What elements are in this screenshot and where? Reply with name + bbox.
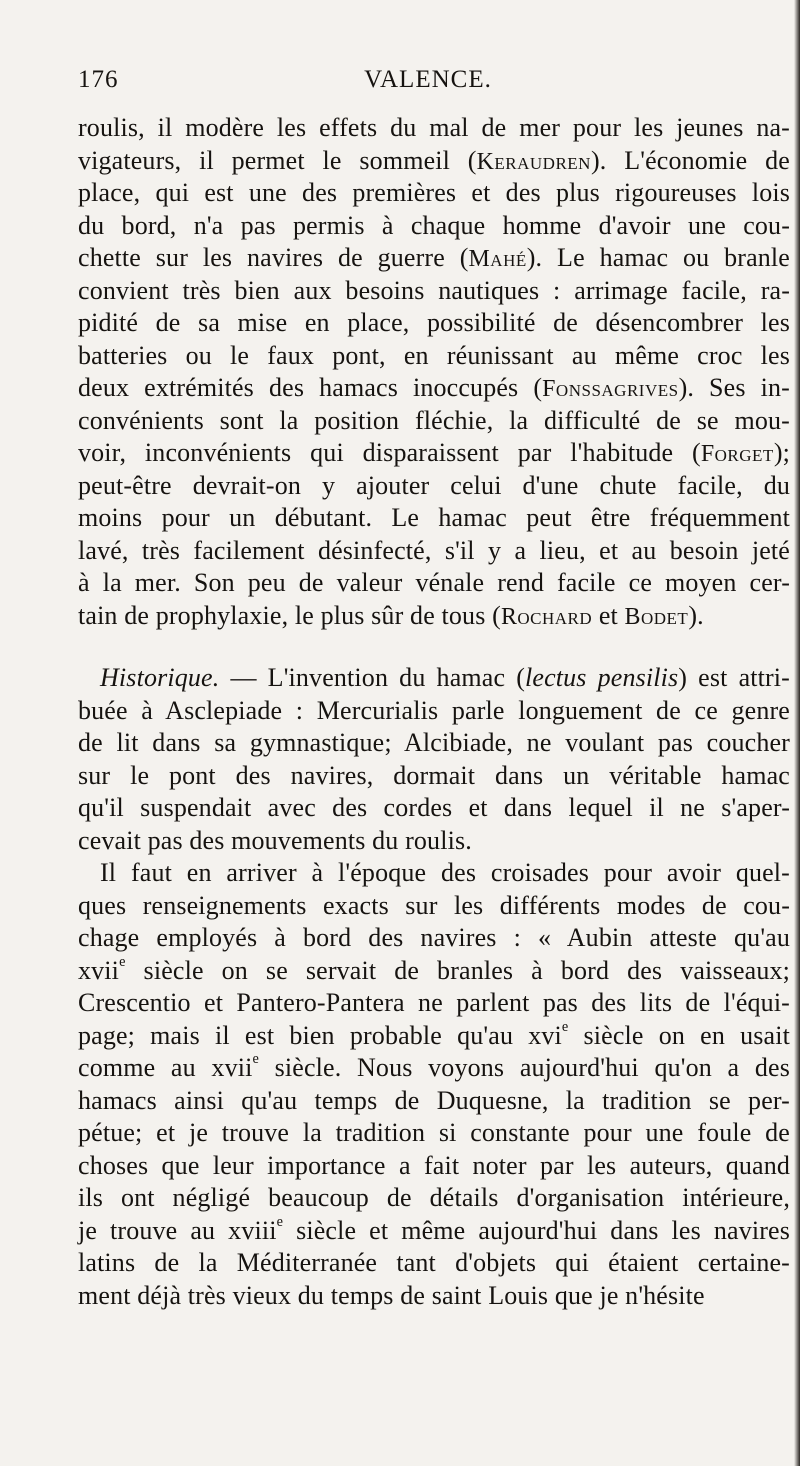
superscript: e <box>252 1051 259 1068</box>
author-citation: Bodet <box>624 603 689 630</box>
text-line: place, qui est une des premières et des plus rigoureuses lois <box>78 178 790 207</box>
body-text <box>78 112 790 1312</box>
text-line: pétue; et je trouve la tradition si constante pour une foule de <box>78 1118 790 1147</box>
text-line: lavé, très facilement désinfecté, s'il y a lieu, et au besoin jeté <box>78 535 790 565</box>
text-line: ils ont négligé beaucoup de détails d'organisation intérieure, <box>78 1183 790 1212</box>
text-line: choses que leur importance a fait noter par les auteurs, quand <box>78 1150 790 1180</box>
paragraph-hamac-advantages <box>78 112 790 632</box>
italic-text: Historique. <box>100 663 220 692</box>
author-citation: Fonssagrives <box>542 376 679 402</box>
superscript: e <box>119 953 126 970</box>
text-line: batteries ou le faux pont, en réunissant au même croc les <box>78 340 790 370</box>
text-line: comme au xvii$^e$ siècle. Nous voyons aujourd'hui qu'on a des <box>78 1051 790 1082</box>
paragraph-croisades <box>78 857 790 1312</box>
text-line: cevait pas des mouvements du roulis. <box>78 825 472 855</box>
text-line: qu'il suspendait avec des cordes et dans lequel il ne s'aper- <box>78 793 790 822</box>
text-line: page; mais il est bien probable qu'au xvi$^e$ siècle on en usait <box>78 1018 790 1050</box>
paragraph-gap <box>78 632 790 662</box>
author-citation: Mahé <box>468 246 527 272</box>
page-header <box>78 66 778 96</box>
text-line: ment déjà très vieux du temps de saint Louis que je n'hésite <box>78 1280 705 1310</box>
text-line: voir, inconvénients qui disparaissent par l'habitude (Forget); <box>78 438 790 467</box>
text-line: buée à Asclepiade : Mercurialis parle longuement de ce genre <box>78 695 790 725</box>
text-line: Il faut en arriver à l'époque des croisades pour avoir quel- <box>100 858 790 887</box>
text-line: de lit dans sa gymnastique; Alcibiade, ne voulant pas coucher <box>78 728 790 757</box>
text-line: du bord, n'a pas permis à chaque homme d'avoir une cou- <box>78 210 790 240</box>
text-line: convient très bien aux besoins nautiques : arrimage facile, ra- <box>78 275 790 305</box>
italic-text: lectus pensilis <box>525 663 679 692</box>
text-line: moins pour un débutant. Le hamac peut être fréquemment <box>78 503 790 532</box>
superscript: e <box>561 1018 569 1035</box>
paragraph-historique <box>78 662 790 857</box>
author-citation: Forget <box>700 441 774 467</box>
text-line: je trouve au xviii$^e$ siècle et même aujourd'hui dans les navires <box>78 1213 790 1245</box>
page-edge-shadow <box>794 0 800 1466</box>
author-citation: Keraudren <box>476 148 591 175</box>
text-line: tain de prophylaxie, le plus sûr de tous (Rochard et Bodet). <box>78 600 704 630</box>
text-line: peut-être devrait-on y ajouter celui d'une chute facile, du <box>78 470 790 500</box>
text-line: xvii$^e$ siècle on se servait de branles à bord des vaisseaux; <box>78 953 790 985</box>
page-number: 176 <box>78 66 119 93</box>
text-line: chage employés à bord des navires : « Aubin atteste qu'au <box>78 923 790 952</box>
text-line: deux extrémités des hamacs inoccupés (Fonssagrives). Ses in- <box>78 373 790 402</box>
text-line: chette sur les navires de guerre (Mahé). Le hamac ou branle <box>78 243 790 272</box>
text-line: Crescentio et Pantero-Pantera ne parlent pas des lits de l'équi- <box>78 988 790 1017</box>
text-line: roulis, il modère les effets du mal de mer pour les jeunes na- <box>78 113 790 142</box>
text-line: ques renseignements exacts sur les différents modes de cou- <box>78 890 790 920</box>
superscript: e <box>276 1213 284 1230</box>
text-line: sur le pont des navires, dormait dans un véritable hamac <box>78 760 790 790</box>
text-line: Historique. — L'invention du hamac (lectus pensilis) est attri- <box>100 663 790 692</box>
running-title: VALENCE. <box>364 66 492 93</box>
text-line: pidité de sa mise en place, possibilité de désencombrer les <box>78 308 790 337</box>
author-citation: Rochard <box>500 603 593 630</box>
text-line: convénients sont la position fléchie, la difficulté de se mou- <box>78 405 790 435</box>
text-line: latins de la Méditerranée tant d'objets qui étaient certaine- <box>78 1248 790 1277</box>
text-line: à la mer. Son peu de valeur vénale rend facile ce moyen cer- <box>78 568 790 597</box>
text-line: vigateurs, il permet le sommeil (Keraudren). L'économie de <box>78 145 790 175</box>
text-line: hamacs ainsi qu'au temps de Duquesne, la tradition se per- <box>78 1085 790 1115</box>
